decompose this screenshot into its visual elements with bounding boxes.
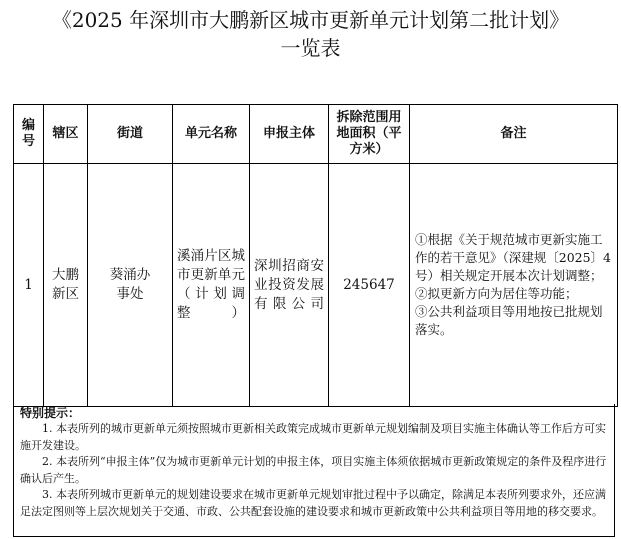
cell-remarks <box>410 164 618 407</box>
document-title-line-1: 《2025 年深圳市大鹏新区城市更新单元计划第二批计划》 <box>51 8 570 32</box>
cell-area: 245647 <box>329 164 410 407</box>
table-header <box>14 105 618 164</box>
note-item-2: 2. 本表所列“申报主体”仅为城市更新单元计划的申报主体，项目实施主体须依据城市更新政策规定的条件及程序进行确认后产生。 <box>20 455 607 485</box>
cell-street: 葵涌办事处 <box>88 164 173 407</box>
header-row <box>14 105 618 164</box>
document-title <box>0 6 621 62</box>
cell-unit-name: 溪涌片区城市更新单元（计划调整） <box>173 164 250 407</box>
remark-item-3: ③公共利益项目等用地按已批规划落实。 <box>415 304 603 337</box>
header-area: 拆除范围用地面积（平方米） <box>329 105 410 164</box>
header-street: 街道 <box>88 105 173 164</box>
cell-no: 1 <box>14 164 44 407</box>
cell-applicant: 深圳招商安业投资发展有限公司 <box>250 164 329 407</box>
document-title-line-2: 一览表 <box>280 36 341 60</box>
notes-title: 特别提示： <box>20 406 81 420</box>
table-row <box>14 164 618 407</box>
remark-item-1: ①根据《关于规范城市更新实施工作的若干意见》（深建规〔2025〕4 号）相关规定开展本次计划调整； <box>415 232 612 283</box>
header-no: 编号 <box>14 105 44 164</box>
remark-item-2: ②拟更新方向为居住等功能； <box>415 286 578 301</box>
cell-district: 大鹏新区 <box>44 164 88 407</box>
header-applicant: 申报主体 <box>250 105 329 164</box>
note-item-1: 1. 本表所列的城市更新单元须按照城市更新相关政策完成城市更新单元规划编制及项目实施主体确认等工作后方可实施开发建设。 <box>20 422 606 452</box>
plan-table <box>13 104 618 407</box>
header-remarks: 备注 <box>410 105 618 164</box>
header-district: 辖区 <box>44 105 88 164</box>
note-item-3: 3. 本表所列城市更新单元的规划建设要求在城市更新单元规划审批过程中予以确定，除满足本表所列要求外，还应满足法定图则等上层次规划关于交通、市政、公共配套设施的建设要求和城市更新政策中公共利益项目等用地的移交要求。 <box>20 488 606 518</box>
header-unit-name: 单元名称 <box>173 105 250 164</box>
special-notes <box>13 404 615 537</box>
